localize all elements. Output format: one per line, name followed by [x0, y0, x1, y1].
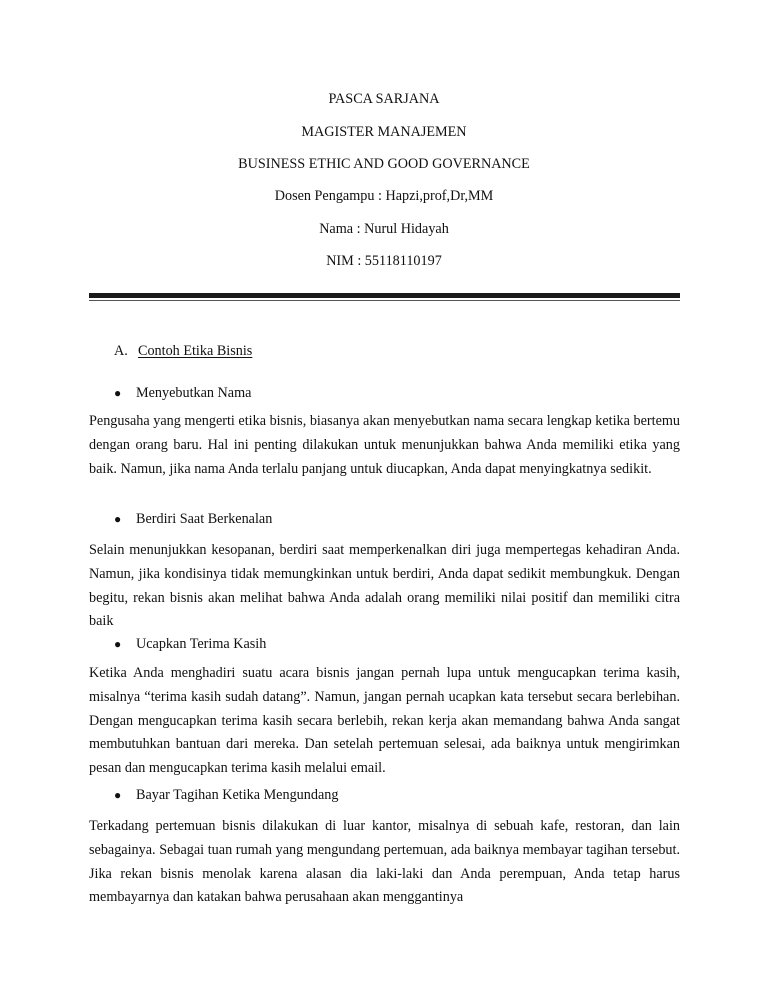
student-name-line: Nama : Nurul Hidayah [319, 221, 449, 237]
section-heading [114, 343, 252, 360]
header-divider-thin [89, 300, 680, 301]
lecturer-line: Dosen Pengampu : Hapzi,prof,Dr,MM [274, 188, 494, 204]
bullet-item [114, 787, 338, 804]
paragraph: Terkadang pertemuan bisnis dilakukan di luar kantor, misalnya di sebuah kafe, restoran, dan lain sebagainya. Sebagai tuan rumah yang mengundang pertemuan, ada baiknya membayar tagihan tersebut. Jika rekan bisnis menolak karena alasan dia laki-laki dan Anda perempuan, Anda tetap harus membayarnya dan katakan bahwa perusahaan akan menggantinya [89, 818, 680, 906]
bullet-label: Menyebutkan Nama [136, 385, 252, 401]
paragraph: Selain menunjukkan kesopanan, berdiri saat memperkenalkan diri juga mempertegas kehadiran Anda. Namun, jika kondisinya tidak memungkinkan untuk berdiri, Anda dapat sedikit membungkuk. Dengan begitu, rekan bisnis akan melihat bahwa Anda adalah orang memiliki nilai positif dan memiliki citra baik [89, 542, 680, 630]
bullet-label: Ucapkan Terima Kasih [136, 636, 267, 652]
section-title: Contoh Etika Bisnis [138, 343, 253, 359]
paragraph: Ketika Anda menghadiri suatu acara bisnis jangan pernah lupa untuk mengucapkan terima kasih, misalnya “terima kasih sudah datang”. Namun, jangan pernah ucapkan kata tersebut secara berlebihan. Dengan mengucapkan terima kasih secara berlebih, rekan kerja akan memandang bahwa Anda sangat membutuhkan bantuan dari mereka. Dan setelah pertemuan selesai, ada baiknya untuk mengirimkan pesan dan mengucapkan terima kasih melalui email. [89, 665, 680, 777]
bullet-item [114, 511, 272, 528]
bullet-item [114, 385, 251, 402]
section-letter: A. [114, 343, 128, 359]
bullet-label: Bayar Tagihan Ketika Mengundang [136, 787, 339, 803]
paragraph: Pengusaha yang mengerti etika bisnis, biasanya akan menyebutkan nama secara lengkap ketika bertemu dengan orang baru. Hal ini penting dilakukan untuk menunjukkan bahwa Anda memiliki etika yang baik. Namun, jika nama Anda terlalu panjang untuk diucapkan, Anda dapat menyingkatnya sedikit. [89, 413, 680, 477]
bullet-label: Berdiri Saat Berkenalan [136, 511, 273, 527]
bullet-icon: ● [114, 512, 122, 526]
program-heading: PASCA SARJANA [328, 91, 440, 107]
header-divider-thick [89, 293, 680, 298]
bullet-item [114, 636, 266, 653]
bullet-icon: ● [114, 788, 122, 802]
student-id-line: NIM : 55118110197 [326, 253, 442, 269]
course-heading: BUSINESS ETHIC AND GOOD GOVERNANCE [238, 156, 530, 172]
bullet-icon: ● [114, 386, 122, 400]
department-heading: MAGISTER MANAJEMEN [301, 124, 467, 140]
bullet-icon: ● [114, 637, 122, 651]
